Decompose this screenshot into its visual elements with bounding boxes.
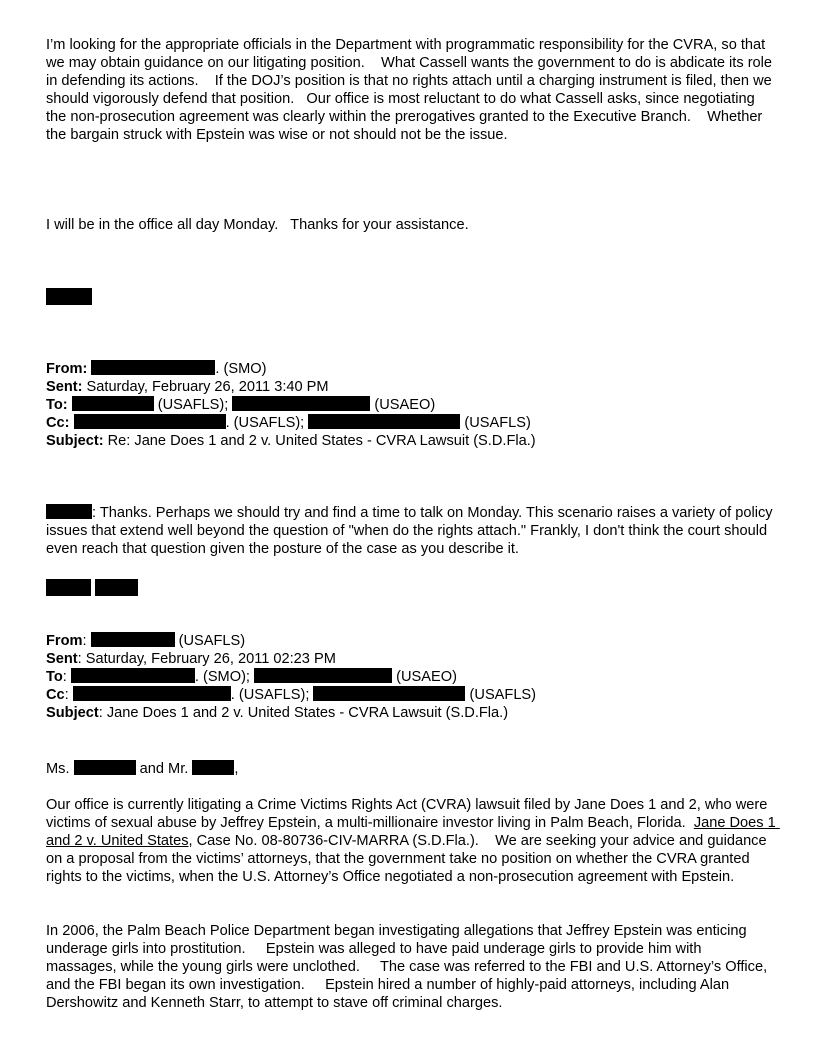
subject-label: Subject:: [46, 433, 104, 449]
cc-value: (USAFLS): [465, 687, 537, 703]
cc-value: . (USAFLS);: [230, 687, 310, 703]
redacted-name: [74, 414, 226, 429]
sent-label: Sent: [46, 651, 78, 667]
email-1-to-line: [46, 396, 536, 414]
from-value: . (SMO): [215, 361, 267, 377]
email-1-from-line: [46, 360, 536, 378]
redacted-name: [91, 360, 215, 375]
subject-value: Re: Jane Does 1 and 2 v. United States - CVRA Lawsuit (S.D.Fla.): [103, 433, 536, 449]
redacted-signature: [95, 579, 138, 596]
redacted-name: [46, 504, 92, 519]
subject-value: : Jane Does 1 and 2 v. United States - CVRA Lawsuit (S.D.Fla.): [98, 705, 509, 721]
subject-label: Subject: [46, 705, 99, 721]
to-value: (USAFLS);: [153, 397, 229, 413]
redacted-name: [313, 686, 465, 701]
cc-value: (USAFLS): [460, 415, 531, 431]
redacted-signature: [46, 288, 92, 305]
email-1-subject-line: [46, 432, 536, 450]
email-2-salutation: [46, 760, 238, 778]
from-label: From:: [46, 361, 88, 377]
cc-label: Cc:: [46, 415, 70, 431]
from-value: (USAFLS): [174, 633, 246, 649]
redacted-name: [71, 668, 195, 683]
redacted-name: [308, 414, 460, 429]
email-2-sent-line: [46, 650, 536, 668]
cc-label: Cc: [46, 687, 65, 703]
case-name: Jane Does 1 and 2 v. United States: [46, 815, 780, 849]
redacted-name: [232, 396, 370, 411]
to-value: (USAEO): [370, 397, 436, 413]
redacted-name: [73, 686, 231, 701]
body-text: Our office is currently litigating a Crime Victims Rights Act (CVRA) lawsuit filed by Jane Does 1 and 2, who were victims of sexual abuse by Jeffrey Epstein, a multi-millionaire investor living in Palm Beach, Florida.: [46, 797, 772, 831]
to-label: To: [46, 669, 63, 685]
email-1-body-text: : Thanks. Perhaps we should try and find a time to talk on Monday. This scenario raises a variety of policy issues that extend well beyond the question of "when do the rights attach." Frankly, I don't think the court should even reach that question given the posture of the case as you describe it.: [46, 505, 777, 557]
from-label: From: [46, 633, 83, 649]
salutation-text: Ms.: [46, 761, 74, 777]
email-2-subject-line: [46, 704, 536, 722]
sent-label: Sent:: [46, 379, 83, 395]
salutation-text: ,: [234, 761, 239, 777]
email-2-to-line: To: . (SMO); (USAEO): [46, 669, 457, 685]
redacted-name: [74, 760, 136, 775]
redacted-name: [254, 668, 392, 683]
email-1-cc-line: [46, 414, 536, 432]
redacted-name: [91, 632, 175, 647]
body-paragraph-guidance: I’m looking for the appropriate officials in the Department with programmatic responsibility for the CVRA, so that we may obtain guidance on our litigating position. What Cassell wants the government to do is abdicate its role in defending its actions. If the DOJ’s position is that no rights attach until a charging instrument is filed, then we should vigorously defend that position. Our office is most reluctant to do what Cassell asks, since negotiating the non-prosecution agreement was clearly within the prerogatives granted to the Executive Branch. Whether the bargain struck with Epstein was wise or not should not be the issue.: [46, 37, 777, 143]
email-2-body-paragraph-1: [46, 796, 780, 886]
sent-value: Saturday, February 26, 2011 3:40 PM: [82, 379, 329, 395]
email-1-sent-line: [46, 378, 536, 396]
to-value: . (SMO);: [194, 669, 250, 685]
body-text: , Case No. 08-80736-CIV-MARRA (S.D.Fla.). We are seeking your advice and guidance on a proposal from the victims’ attorneys, that the government take no position on whether the CVRA granted rights to the victims, when the U.S. Attorney’s Office negotiated a non-prosecution agreement with Epstein.: [46, 833, 771, 885]
to-label: To:: [46, 397, 68, 413]
salutation-text: and Mr.: [135, 761, 193, 777]
redacted-name: [72, 396, 154, 411]
redacted-signature: [46, 579, 91, 596]
email-2-from-line: From: (USAFLS): [46, 633, 246, 649]
to-value: (USAEO): [392, 669, 457, 685]
email-2-header: [46, 632, 536, 722]
email-1-body: [46, 504, 776, 558]
cc-value: . (USAFLS);: [225, 415, 305, 431]
body-paragraph-monday: I will be in the office all day Monday. Thanks for your assistance.: [46, 217, 469, 233]
email-2-cc-line: Cc: . (USAFLS); (USAFLS): [46, 687, 537, 703]
email-1-header: [46, 360, 536, 450]
email-2-body-paragraph-2: In 2006, the Palm Beach Police Department began investigating allegations that Jeffrey Epstein was enticing underage girls into prostitution. Epstein was alleged to have paid underage girls to provide him with massages, while the young girls were unclothed. The case was referred to the FBI and U.S. Attorney’s Office, and the FBI began its own investigation. Epstein hired a number of highly-paid attorneys, including Alan Dershowitz and Kenneth Starr, to attempt to stave off criminal charges.: [46, 923, 772, 1011]
sent-value: : Saturday, February 26, 2011 02:23 PM: [77, 651, 336, 667]
redacted-name: [192, 760, 234, 775]
